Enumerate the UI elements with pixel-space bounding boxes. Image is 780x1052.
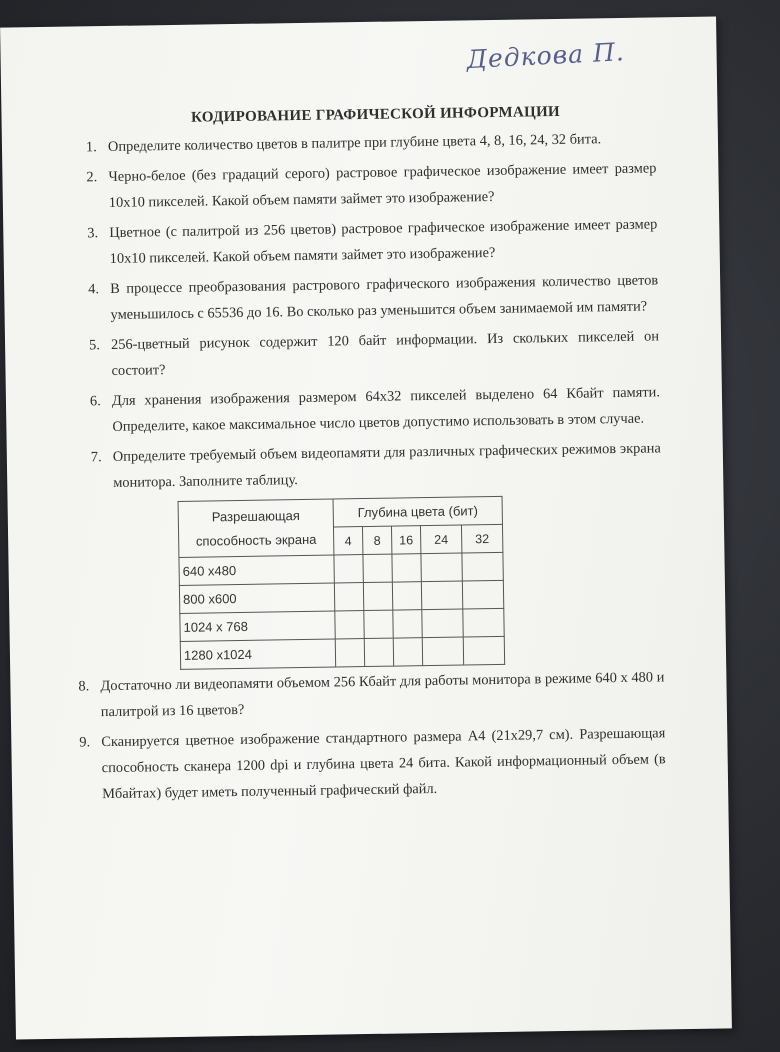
answer-cell bbox=[421, 553, 462, 582]
answer-cell bbox=[364, 638, 393, 666]
handwritten-signature: Дедкова П. bbox=[465, 37, 626, 75]
task-number: 4. bbox=[88, 281, 100, 298]
task-text: Для хранения изображения размером 64x32 пикселей выделено 64 Кбайт памяти. Определите, какое максимальное число цветов допустимо использовать в этом случае. bbox=[111, 384, 661, 435]
task-item bbox=[90, 379, 661, 440]
answer-cell bbox=[334, 583, 363, 611]
task-item bbox=[87, 211, 658, 272]
depth-cell: 32 bbox=[461, 524, 502, 553]
depth-header: Глубина цвета (бит) bbox=[333, 496, 502, 527]
answer-cell bbox=[335, 639, 364, 667]
resolution-cell: 1024 x 768 bbox=[180, 611, 335, 641]
answer-cell bbox=[334, 555, 363, 583]
task-number: 6. bbox=[89, 393, 101, 410]
depth-cell: 24 bbox=[420, 525, 461, 554]
task-text: В процессе преобразования растрового графического изображения количество цветов уменьшилось с 65536 до 16. Во сколько раз уменьшится объем занимаемой им памяти? bbox=[110, 272, 659, 323]
answer-cell bbox=[462, 580, 503, 609]
table-row bbox=[180, 636, 504, 669]
task-item bbox=[91, 435, 662, 496]
answer-cell bbox=[335, 611, 364, 639]
worksheet-paper bbox=[0, 16, 732, 1039]
depth-cell: 16 bbox=[391, 526, 420, 554]
answer-cell bbox=[392, 582, 421, 610]
answer-cell bbox=[393, 610, 422, 638]
task-number: 7. bbox=[90, 449, 102, 466]
task-number: 5. bbox=[88, 337, 101, 354]
video-memory-table bbox=[178, 496, 506, 670]
task-number: 8. bbox=[78, 678, 90, 695]
task-text: Определите количество цветов в палитре при глубине цвета 4, 8, 16, 24, 32 бита. bbox=[107, 131, 602, 156]
answer-cell bbox=[463, 608, 504, 637]
depth-cell: 4 bbox=[333, 527, 362, 555]
task-item bbox=[86, 155, 657, 216]
task-text: Достаточно ли видеопамяти объемом 256 Кбайт для работы монитора в режиме 640 x 480 и палитрой из 16 цветов? bbox=[100, 669, 665, 721]
task-number: 2. bbox=[86, 169, 98, 186]
task-item bbox=[79, 720, 666, 807]
task-number: 1. bbox=[85, 139, 97, 156]
worksheet-title: КОДИРОВАНИЕ ГРАФИЧЕСКОЙ ИНФОРМАЦИИ bbox=[190, 103, 561, 126]
resolution-cell: 800 x600 bbox=[179, 583, 334, 613]
task-text: Сканируется цветное изображение стандартного размера А4 (21x29,7 см). Разрешающая способность сканера 1200 dpi и глубина цвета 24 бита. Какой информационный объем (в Мбайтах) будет иметь полученный графический файл. bbox=[101, 725, 666, 803]
task-item bbox=[89, 323, 660, 384]
task-item bbox=[88, 267, 659, 328]
resolution-cell: 640 x480 bbox=[179, 555, 334, 585]
task-text: 256-цветный рисунок содержит 120 байт информации. Из скольких пикселей он состоит? bbox=[110, 328, 660, 379]
task-text: Цветное (с палитрой из 256 цветов) растровое графическое изображение имеет размер 10x10 пикселей. Какой объем памяти займет это изображение? bbox=[109, 216, 658, 267]
answer-cell bbox=[364, 610, 393, 638]
answer-cell bbox=[392, 554, 421, 582]
resolution-header: Разрешающая способность экрана bbox=[178, 499, 334, 557]
task-number: 9. bbox=[79, 734, 91, 751]
answer-cell bbox=[463, 636, 504, 665]
answer-cell bbox=[462, 552, 503, 581]
answer-cell bbox=[393, 638, 422, 666]
resolution-cell: 1280 x1024 bbox=[180, 639, 335, 669]
worksheet-content bbox=[78, 99, 666, 811]
answer-cell bbox=[421, 581, 462, 610]
answer-cell bbox=[422, 637, 463, 666]
task-text: Определите требуемый объем видеопамяти для различных графических режимов экрана монитора. Заполните таблицу. bbox=[112, 440, 661, 491]
task-item bbox=[78, 664, 665, 725]
task-number: 3. bbox=[87, 225, 99, 242]
task-item bbox=[86, 125, 656, 160]
answer-cell bbox=[363, 582, 392, 610]
task-text: Черно-белое (без градаций серого) растровое графическое изображение имеет размер 10x10 пикселей. Какой объем памяти займет это изображение? bbox=[108, 160, 657, 211]
answer-cell bbox=[363, 554, 392, 582]
depth-cell: 8 bbox=[362, 526, 391, 554]
answer-cell bbox=[422, 609, 463, 638]
